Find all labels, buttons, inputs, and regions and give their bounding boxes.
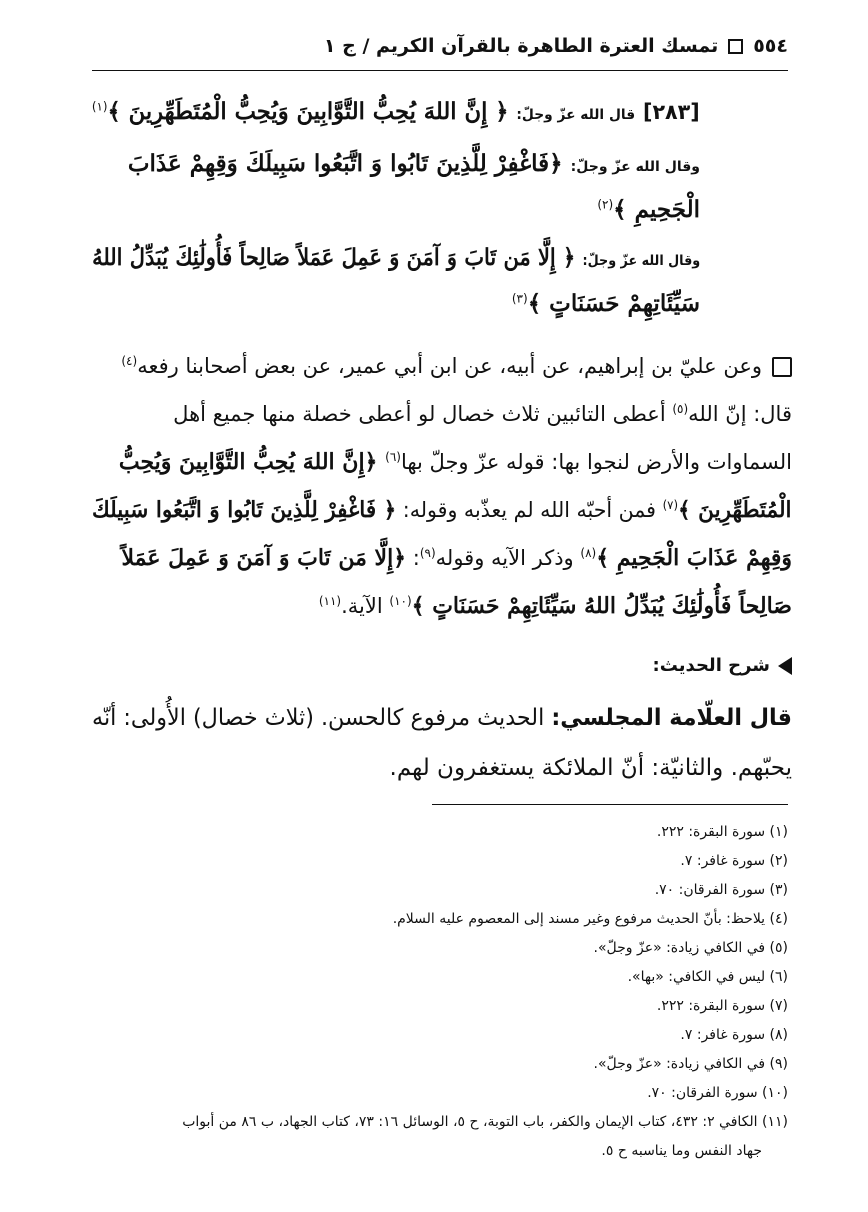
hadith-text: الآية. [341, 594, 390, 618]
verse-text: ﴿ إِلَّا مَن تَابَ وَ آمَنَ وَ عَمِلَ عَمَلاً صَالِحاً فَأُولَٰئِكَ يُبَدِّلُ اللهُ [91, 244, 576, 271]
hadith-line-1 [121, 355, 792, 377]
footnote-item: (١١) الكافي ٢: ٤٣٢، كتاب الإيمان والكفر، باب التوبة، ح ٥، الوسائل ١٦: ٧٣، كتاب الجهاد، ب ٨٦ من أبواب [182, 1114, 788, 1130]
square-bullet-icon [772, 357, 792, 377]
hadith-text: وعن عليّ بن إبراهيم، عن أبيه، عن ابن أبي عمير، عن بعض أصحابنا رفعه [137, 354, 762, 378]
hadith-text: السماوات والأرض لنجوا بها: قوله عزّ وجلّ بها [400, 450, 792, 474]
header-divider [92, 70, 788, 71]
footnote-ref: (١٠) [389, 594, 412, 608]
hadith-line-6 [319, 595, 792, 617]
verse-line-5 [512, 292, 700, 315]
commentary-line-2 [92, 755, 792, 781]
footnote-item: (٤) يلاحظ: بأنّ الحديث مرفوع وغير مسند إلى المعصوم عليه السلام. [392, 911, 788, 927]
footnote-item: (٧) سورة البقرة: ٢٢٢. [656, 998, 788, 1014]
quran-quote: ﴿إِلَّا مَن تَابَ وَ آمَنَ وَ عَمِلَ عَمَلاً [121, 545, 407, 571]
commentary-text: الحديث مرفوع كالحسن. (ثلاث خصال) الأُولى: أنّه [92, 705, 552, 731]
hadith-line-4 [92, 499, 792, 521]
hadith-text: فمن أحبّه الله لم يعذّبه وقوله: [396, 498, 664, 522]
footnote-item-continuation: جهاد النفس وما يناسبه ح ٥. [601, 1143, 762, 1159]
commentary-text: يحبّهم. والثانيّة: أنّ الملائكة يستغفرون لهم. [389, 755, 792, 781]
verse-line-2 [128, 152, 700, 175]
verse-intro: وقال الله عزّ وجلّ: [570, 159, 700, 175]
hadith-text: وذكر الآيه وقوله [435, 546, 581, 570]
quran-quote: ﴿إِنَّ اللهَ يُحِبُّ التَّوَّابِينَ وَيُحِبُّ [118, 449, 386, 475]
footnote-ref: (٣) [511, 291, 528, 306]
footnote-ref: (٩) [419, 546, 436, 560]
footnote-ref: (٤) [121, 354, 138, 368]
footnote-item: (٥) في الكافي زيادة: «عزّ وجلّ». [593, 940, 788, 956]
footnote-ref: (١١) [318, 594, 342, 608]
verse-line-1 [92, 100, 700, 123]
quran-quote: صَالِحاً فَأُولَٰئِكَ يُبَدِّلُ اللهُ سَيِّئَاتِهِمْ حَسَنَاتٍ ﴾ [411, 593, 792, 619]
hadith-line-5 [121, 547, 792, 569]
footnote-ref: (١) [92, 99, 108, 114]
footnote-ref: (٧) [663, 498, 679, 512]
footnote-ref: (٢) [597, 197, 614, 212]
footnote-item: (٩) في الكافي زيادة: «عزّ وجلّ». [593, 1056, 788, 1072]
footnote-item: (١) سورة البقرة: ٢٢٢. [656, 824, 788, 840]
hadith-line-3 [119, 451, 792, 473]
hadith-line-2 [173, 403, 792, 425]
verse-text: ﴿ إِنَّ اللهَ يُحِبُّ التَّوَّابِينَ وَيُحِبُّ الْمُتَطَهِّرِينَ ﴾ [107, 98, 509, 125]
quran-quote: وَقِهِمْ عَذَابَ الْجَحِيمِ ﴾ [596, 545, 792, 571]
verse-line-3 [597, 198, 700, 221]
footnote-item: (٣) سورة الفرقان: ٧٠. [654, 882, 788, 898]
running-title: تمسك العترة الطاهرة بالقرآن الكريم / ج ١ [323, 35, 719, 57]
footnote-item: (١٠) سورة الفرقان: ٧٠. [647, 1085, 788, 1101]
footnote-item: (٨) سورة غافر: ٧. [680, 1027, 788, 1043]
page-header [92, 28, 788, 64]
quran-quote: ﴿ فَاغْفِرْ لِلَّذِينَ تَابُوا وَ اتَّبَعُوا سَبِيلَكَ [92, 497, 397, 523]
footnote-ref: (٥) [672, 402, 689, 416]
square-separator-icon [728, 39, 743, 54]
hadith-text: أعطى التائبين ثلاث خصال لو أعطى خصلة منها جميع أهل [173, 402, 673, 426]
verse-text: سَيِّئَاتِهِمْ حَسَنَاتٍ ﴾ [527, 290, 700, 317]
quran-quote: الْمُتَطَهِّرِينَ ﴾ [678, 497, 792, 523]
footnote-item: (٦) ليس في الكافي: «بها». [627, 969, 788, 985]
commentary-author: قال العلّامة المجلسي: [551, 705, 792, 731]
footnote-divider [432, 804, 788, 805]
verse-text: الْجَحِيمِ ﴾ [613, 196, 700, 223]
footnotes [92, 818, 788, 1166]
section-heading [92, 655, 792, 676]
page-number: ٥٥٤ [753, 35, 788, 57]
footnote-ref: (٨) [580, 546, 597, 560]
hadith-text: : [406, 546, 420, 570]
verse-intro: قال الله عزّ وجلّ: [516, 107, 636, 123]
footnote-ref: (٦) [385, 450, 401, 464]
section-heading-text: شرح الحديث: [652, 655, 770, 676]
footnote-item: (٢) سورة غافر: ٧. [680, 853, 788, 869]
commentary-line-1 [92, 705, 792, 731]
verse-line-4 [92, 246, 700, 269]
verse-intro: وقال الله عزّ وجلّ: [582, 253, 700, 269]
triangle-bullet-icon [778, 657, 792, 675]
hadith-text: قال: إنّ الله [688, 402, 792, 426]
entry-number: [٢٨٣] [643, 100, 700, 124]
verse-text: ﴿فَاغْفِرْ لِلَّذِينَ تَابُوا وَ اتَّبَعُوا سَبِيلَكَ وَقِهِمْ عَذَابَ [127, 150, 563, 177]
